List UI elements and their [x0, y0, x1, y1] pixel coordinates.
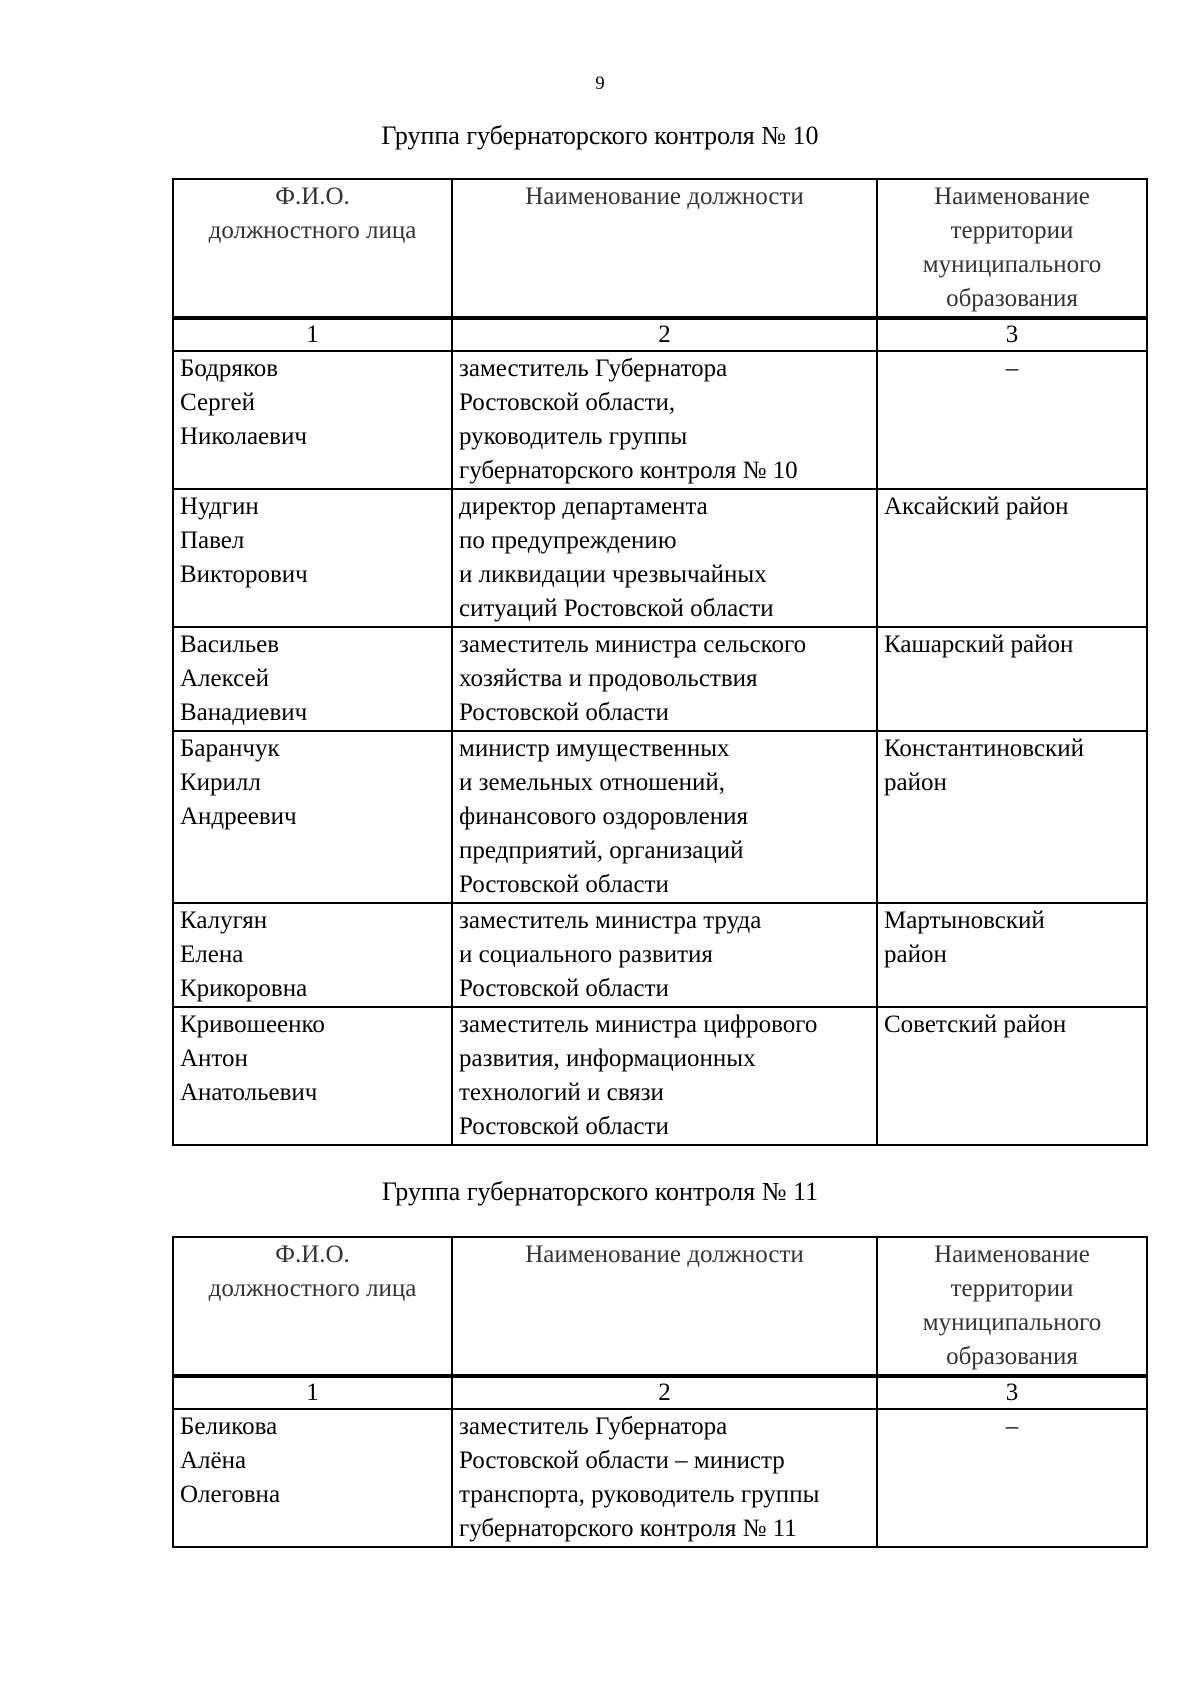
person-name: Баранчук Кирилл Андреевич: [173, 731, 452, 903]
column-number: 1: [173, 1376, 452, 1409]
header-fio: Ф.И.О. должностного лица: [173, 179, 452, 318]
person-name: Васильев Алексей Ванадиевич: [173, 627, 452, 731]
territory: Константиновский район: [877, 731, 1147, 903]
table-row: [173, 489, 1147, 627]
header-position: Наименование должности: [452, 179, 877, 318]
person-position: заместитель министра труда и социального развития Ростовской области: [452, 903, 877, 1007]
header-fio: Ф.И.О. должностного лица: [173, 1237, 452, 1376]
table-header-row: [173, 1237, 1147, 1376]
person-name: Кривошеенко Антон Анатольевич: [173, 1007, 452, 1145]
column-number: 2: [452, 1376, 877, 1409]
table-row: [173, 903, 1147, 1007]
territory: –: [877, 1409, 1147, 1547]
group-11-table: [172, 1236, 1148, 1548]
header-territory: Наименование территории муниципального образования: [877, 1237, 1147, 1376]
territory: Советский район: [877, 1007, 1147, 1145]
header-position: Наименование должности: [452, 1237, 877, 1376]
territory: –: [877, 351, 1147, 489]
person-name: Калугян Елена Крикоровна: [173, 903, 452, 1007]
person-position: директор департамента по предупреждению и ликвидации чрезвычайных ситуаций Ростовской области: [452, 489, 877, 627]
territory: Мартыновский район: [877, 903, 1147, 1007]
group-11-title: Группа губернаторского контроля № 11: [381, 1177, 819, 1206]
column-number: 1: [173, 318, 452, 351]
header-territory: Наименование территории муниципального образования: [877, 179, 1147, 318]
group-10-title: Группа губернаторского контроля № 10: [381, 121, 819, 150]
table-row: [173, 351, 1147, 489]
column-numbers-row: [173, 1376, 1147, 1409]
person-name: Бодряков Сергей Николаевич: [173, 351, 452, 489]
table-row: [173, 731, 1147, 903]
table-row: [173, 627, 1147, 731]
territory: Аксайский район: [877, 489, 1147, 627]
person-position: заместитель Губернатора Ростовской области – министр транспорта, руководитель группы губернаторского контроля № 11: [452, 1409, 877, 1547]
person-name: Беликова Алёна Олеговна: [173, 1409, 452, 1547]
column-number: 3: [877, 1376, 1147, 1409]
table-row: [173, 1007, 1147, 1145]
table-row: [173, 1409, 1147, 1547]
territory: Кашарский район: [877, 627, 1147, 731]
person-position: заместитель министра сельского хозяйства и продовольствия Ростовской области: [452, 627, 877, 731]
person-position: заместитель Губернатора Ростовской области, руководитель группы губернаторского контроля № 10: [452, 351, 877, 489]
column-number: 3: [877, 318, 1147, 351]
column-numbers-row: [173, 318, 1147, 351]
person-position: министр имущественных и земельных отношений, финансового оздоровления предприятий, организаций Ростовской области: [452, 731, 877, 903]
table-header-row: [173, 179, 1147, 318]
column-number: 2: [452, 318, 877, 351]
page-number: 9: [595, 73, 605, 94]
person-name: Нудгин Павел Викторович: [173, 489, 452, 627]
group-10-table: [172, 178, 1148, 1146]
person-position: заместитель министра цифрового развития, информационных технологий и связи Ростовской области: [452, 1007, 877, 1145]
